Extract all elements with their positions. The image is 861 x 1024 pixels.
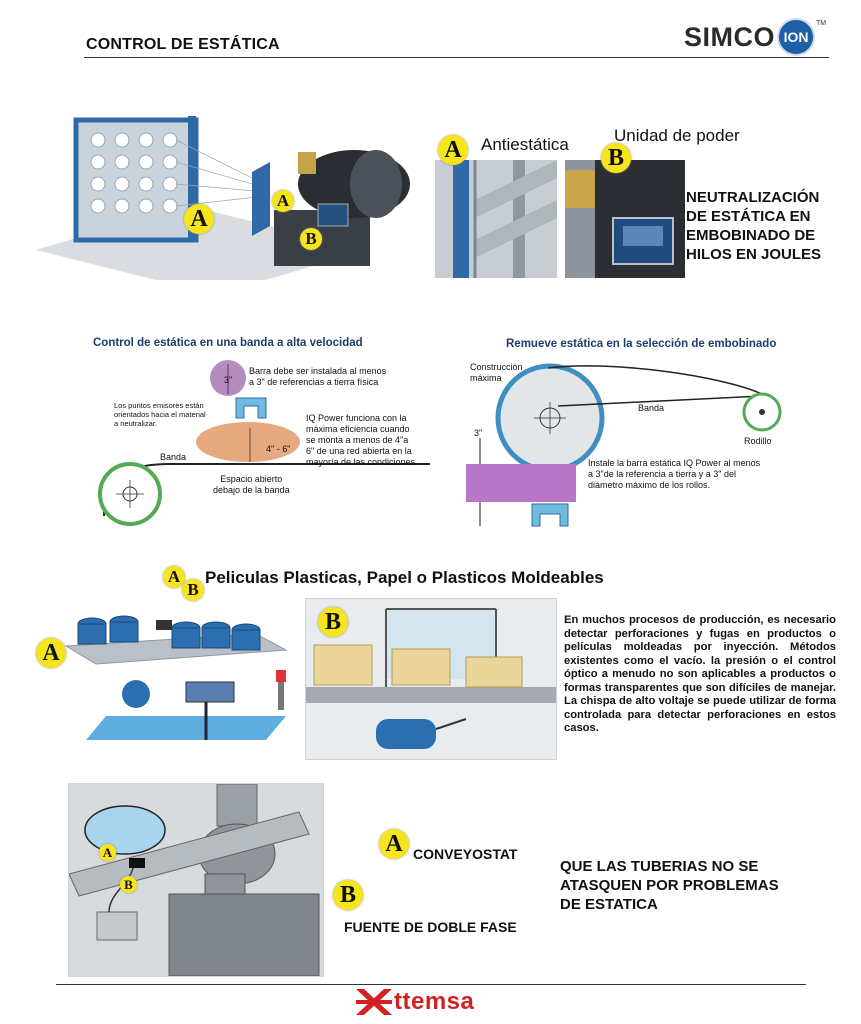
badge-a-peliculas: A <box>163 566 185 588</box>
iq-power-note: IQ Power funciona con la máxima eficiencia cuando se monta a menos de 4"a 6" de una red abierta en la mayoría de las condiciones <box>306 413 416 467</box>
badge-a-pipe: A <box>99 844 116 861</box>
rodillo-label: Rodillo <box>744 436 772 446</box>
badge-b-fuente: B <box>333 880 363 910</box>
power-unit-detail-photo <box>565 160 685 278</box>
dim-3-label-2: 3" <box>474 428 483 438</box>
banda-label-2: Banda <box>638 403 665 413</box>
dim-4-6-label: 4" - 6" <box>266 444 291 454</box>
badge-b-conveyor: B <box>318 607 348 637</box>
logo-ion-circle: ION <box>777 18 815 56</box>
open-space-note: Espacio abierto debajo de la banda <box>213 474 290 495</box>
points-note: Los puntos emisores están orientados hacia el material a neutralizar. <box>114 401 206 428</box>
logo-trademark: TM <box>816 20 827 27</box>
embobinado-note: Instale la barra estática IQ Power al menos a 3"de la referencia a tierra y a 3" del diámetro máximo de los rollos. <box>588 458 761 490</box>
winding-illustration <box>36 100 430 280</box>
banda-diagram-title: Control de estática en una banda a alta velocidad <box>93 337 363 349</box>
pipe-illustration <box>68 783 324 977</box>
conveyostat-label: CONVEYOSTAT <box>413 846 518 862</box>
footer-divider <box>56 984 806 985</box>
peliculas-paragraph: En muchos procesos de producción, es necesario detectar perforaciones y fugas en productos o películas moldeadas por inyección. Métodos existentes como el vacío. la presión o el control óptico a menudo no son aplicables a productos o formas transparentes que son difíciles de manejar. La chispa de alto voltaje se puede utilizar de forma controlada para detectar perforaciones en estos casos. <box>564 614 836 734</box>
winding-heading: NEUTRALIZACIÓN DE ESTÁTICA EN EMBOBINADO DE HILOS EN JOULES <box>686 189 822 263</box>
fuente-label: FUENTE DE DOBLE FASE <box>344 919 517 935</box>
badge-b-pipe: B <box>120 876 137 893</box>
peliculas-title: Peliculas Plasticas, Papel o Plasticos Moldeables <box>205 568 604 587</box>
conveyor-b-illustration <box>305 598 557 760</box>
tuberias-heading: QUE LAS TUBERIAS NO SE ATASQUEN POR PROBLEMAS DE ESTATICA <box>560 858 779 913</box>
badge-a-conveyor: A <box>36 638 66 668</box>
banda-label: Banda <box>160 452 187 462</box>
badge-a-small: A <box>272 190 294 212</box>
header-divider <box>84 57 829 58</box>
logo-text: SIMCO <box>684 21 776 52</box>
badge-b-small: B <box>300 228 322 250</box>
ttemsa-logo <box>356 988 474 1016</box>
badge-a-conveyostat: A <box>379 829 409 859</box>
dim-3-label: 3" <box>224 375 233 385</box>
badge-a-detail: A <box>438 135 468 165</box>
badge-a-large: A <box>184 204 214 234</box>
antistatic-detail-photo <box>435 160 557 278</box>
page-title: CONTROL DE ESTÁTICA <box>86 36 280 53</box>
ttemsa-brand-text: ttemsa <box>394 988 475 1015</box>
label-antiestatica: Antiestática <box>481 135 569 154</box>
bar-install-note: Barra debe ser instalada al menos a 3" de referencias a tierra física <box>249 366 387 387</box>
embobinado-diagram-title: Remueve estática en la selección de embobinado <box>506 338 777 350</box>
simco-ion-logo <box>684 18 826 56</box>
conveyor-a-illustration <box>36 598 306 760</box>
badge-b-detail: B <box>601 143 631 173</box>
construccion-label: Construcción máxima <box>470 362 523 383</box>
badge-b-peliculas: B <box>182 579 204 601</box>
ttemsa-x-icon <box>356 989 392 1015</box>
label-unidad-de-poder: Unidad de poder <box>614 126 740 145</box>
